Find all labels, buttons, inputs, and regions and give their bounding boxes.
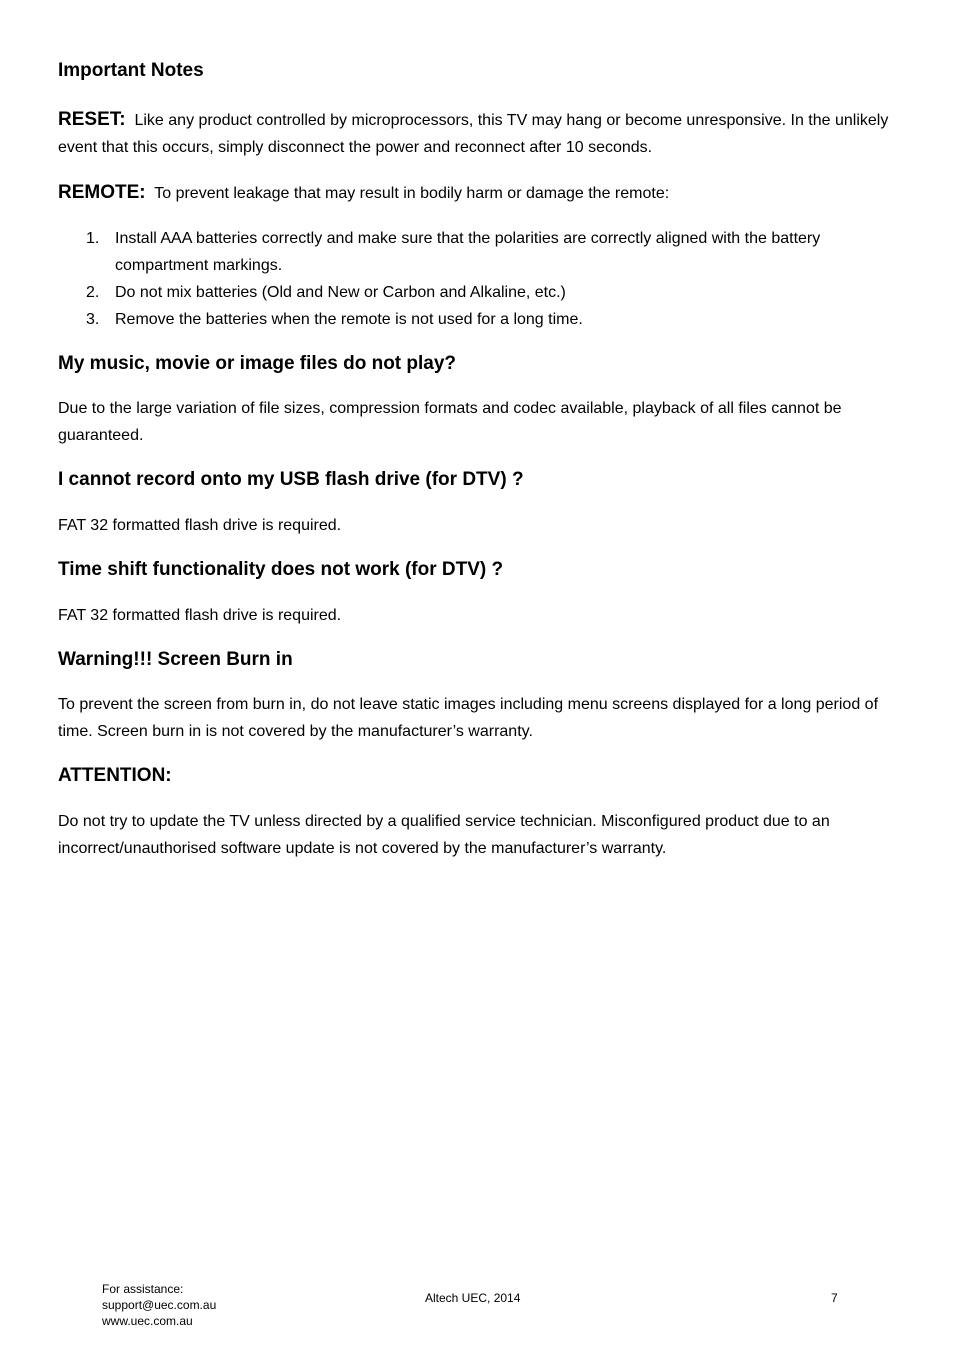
list-text: Install AAA batteries correctly and make sure that the polarities are correctly aligned with the battery compartment markings. — [115, 230, 821, 274]
section-text: Do not try to update the TV unless directed by a qualified service technician. Misconfigured product due to an incorrect/unauthorised software update is not covered by the manufacturer’s warranty. — [58, 813, 830, 857]
list-number: 2. — [86, 284, 100, 301]
section-heading: I cannot record onto my USB flash drive (for DTV) ? — [58, 469, 524, 490]
list-text: Do not mix batteries (Old and New or Carbon and Alkaline, etc.) — [115, 284, 566, 301]
section-heading: ATTENTION: — [58, 765, 172, 786]
page-number: 7 — [831, 1291, 838, 1305]
document-body — [58, 58, 910, 862]
footer-contact — [102, 1281, 216, 1329]
list-text: Remove the batteries when the remote is not used for a long time. — [115, 311, 583, 328]
section-text: FAT 32 formatted flash drive is required. — [58, 517, 342, 534]
page-title: Important Notes — [58, 60, 204, 81]
footer-website: www.uec.com.au — [102, 1314, 193, 1328]
section-text: To prevent the screen from burn in, do not leave static images including menu screens displayed for a long period of time. Screen burn in is not covered by the manufacturer’s warranty. — [58, 696, 879, 740]
footer-assist-label: For assistance: — [102, 1282, 184, 1296]
list-item — [58, 279, 910, 306]
reset-label: RESET: — [58, 109, 126, 130]
remote-text: To prevent leakage that may result in bodily harm or damage the remote: — [154, 185, 670, 202]
list-item — [58, 225, 910, 279]
section-heading: Time shift functionality does not work (for DTV) ? — [58, 559, 504, 580]
remote-label: REMOTE: — [58, 182, 146, 203]
list-number: 1. — [86, 230, 100, 247]
remote-list — [58, 225, 910, 333]
section-heading: My music, movie or image files do not play? — [58, 353, 457, 374]
section-heading: Warning!!! Screen Burn in — [58, 649, 293, 670]
footer-copyright: Altech UEC, 2014 — [425, 1291, 521, 1305]
reset-note — [58, 106, 910, 161]
footer-email: support@uec.com.au — [102, 1298, 217, 1312]
remote-note — [58, 179, 910, 207]
list-item — [58, 306, 910, 333]
section-text: Due to the large variation of file sizes, compression formats and codec available, playback of all files cannot be guaranteed. — [58, 400, 842, 444]
list-number: 3. — [86, 311, 100, 328]
reset-text: Like any product controlled by microprocessors, this TV may hang or become unresponsive. In the unlikely event that this occurs, simply disconnect the power and reconnect after 10 seconds. — [58, 112, 889, 156]
page-footer — [0, 1281, 954, 1331]
section-text: FAT 32 formatted flash drive is required. — [58, 607, 342, 624]
